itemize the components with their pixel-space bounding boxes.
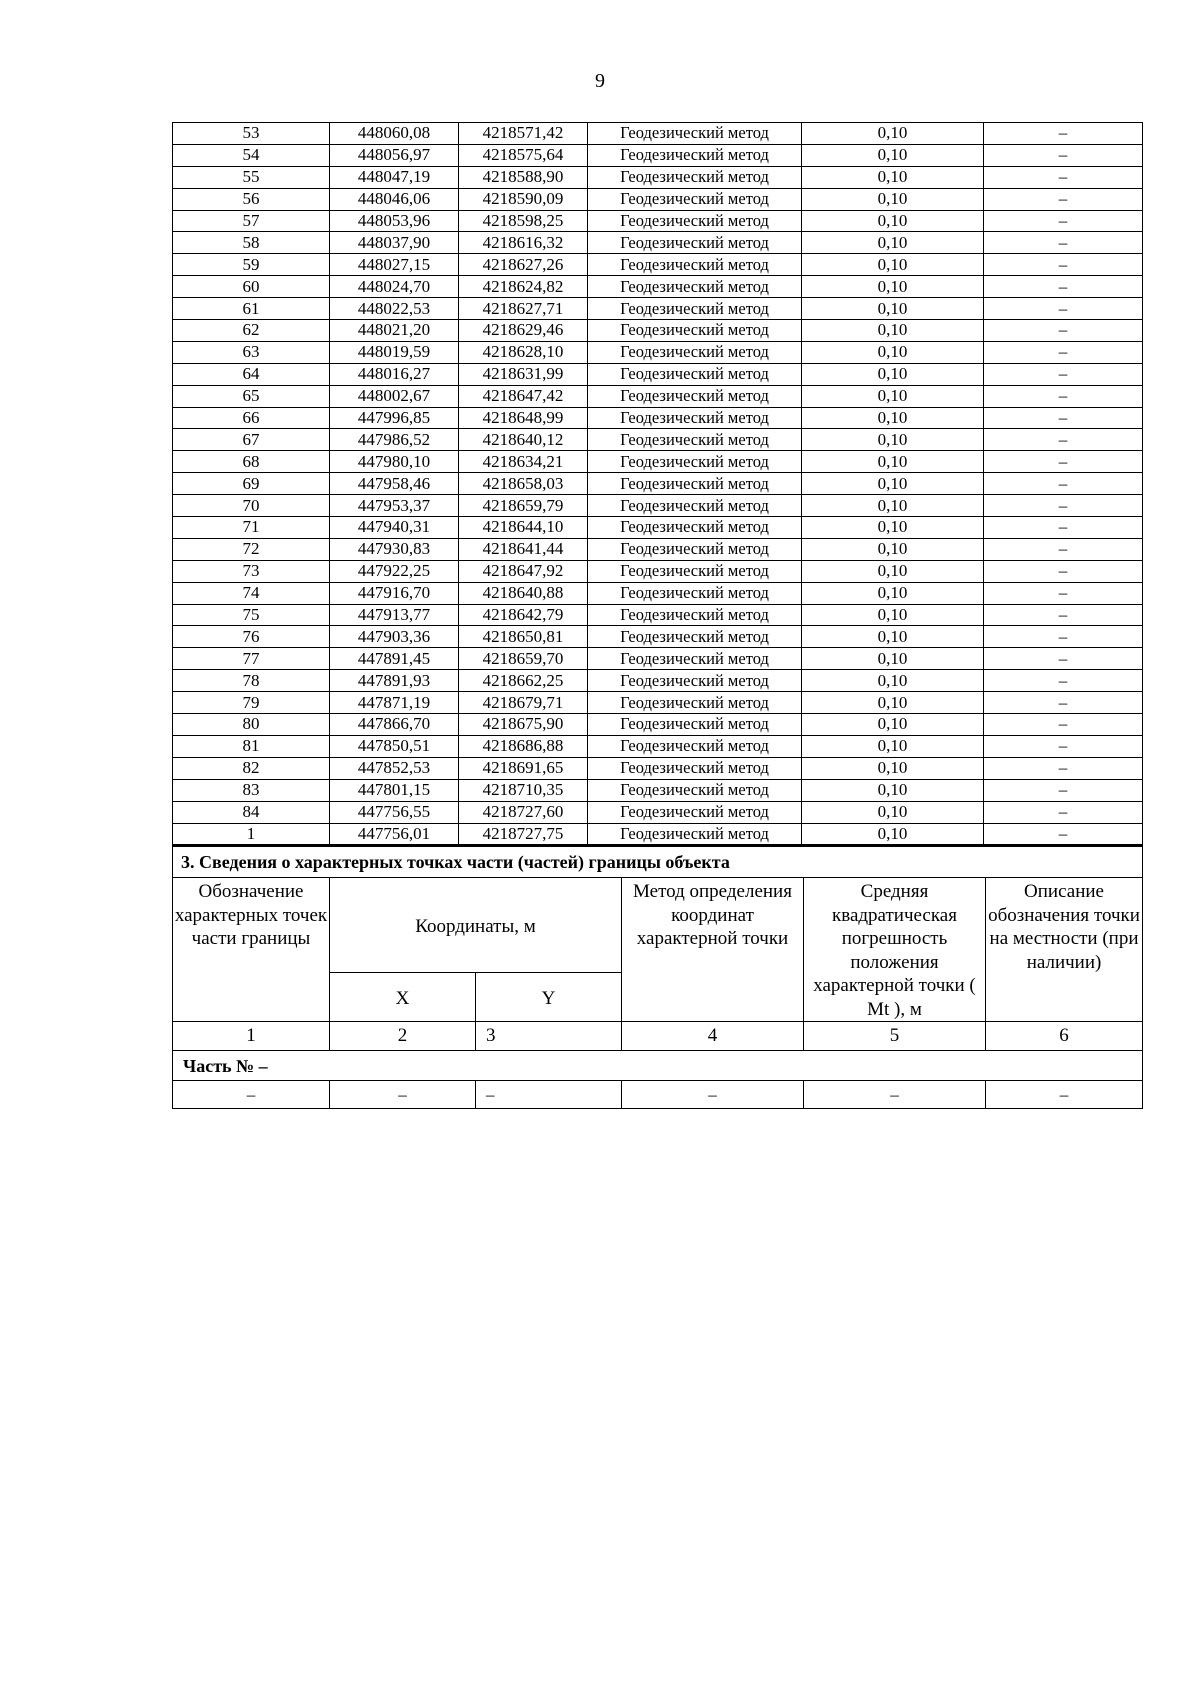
mean-error-cell: 0,10: [802, 735, 984, 757]
description-cell: –: [984, 320, 1143, 342]
y-coordinate-cell: 4218640,12: [459, 429, 588, 451]
x-coordinate-cell: 447913,77: [330, 604, 459, 626]
y-coordinate-cell: 4218647,92: [459, 560, 588, 582]
mean-error-cell: 0,10: [802, 363, 984, 385]
x-coordinate-cell: 448019,59: [330, 341, 459, 363]
y-coordinate-cell: 4218627,71: [459, 298, 588, 320]
table-row: [173, 276, 1143, 298]
point-number-cell: 57: [173, 210, 330, 232]
table-row: [173, 495, 1143, 517]
method-cell: Геодезический метод: [588, 517, 802, 539]
column-number: 1: [173, 1022, 330, 1051]
table-row: [173, 166, 1143, 188]
x-coordinate-cell: 447953,37: [330, 495, 459, 517]
mean-error-cell: 0,10: [802, 123, 984, 145]
point-number-cell: 80: [173, 714, 330, 736]
description-cell: –: [984, 407, 1143, 429]
x-coordinate-cell: 447801,15: [330, 779, 459, 801]
point-number-cell: 62: [173, 320, 330, 342]
empty-cell: –: [330, 1081, 476, 1109]
table-row: [173, 363, 1143, 385]
y-coordinate-cell: 4218627,26: [459, 254, 588, 276]
y-coordinate-cell: 4218650,81: [459, 626, 588, 648]
mean-error-cell: 0,10: [802, 823, 984, 845]
point-number-cell: 71: [173, 517, 330, 539]
description-cell: –: [984, 495, 1143, 517]
description-cell: –: [984, 626, 1143, 648]
x-coordinate-cell: 448056,97: [330, 144, 459, 166]
description-cell: –: [984, 123, 1143, 145]
x-coordinate-cell: 447866,70: [330, 714, 459, 736]
section3-table: [172, 845, 1143, 1109]
method-cell: Геодезический метод: [588, 801, 802, 823]
table-row: [173, 320, 1143, 342]
empty-cell: –: [622, 1081, 804, 1109]
point-number-cell: 72: [173, 538, 330, 560]
table-row: [173, 648, 1143, 670]
table-row: [173, 123, 1143, 145]
column-number: 6: [986, 1022, 1143, 1051]
table-row: [173, 714, 1143, 736]
point-number-cell: 75: [173, 604, 330, 626]
y-coordinate-cell: 4218727,60: [459, 801, 588, 823]
mean-error-cell: 0,10: [802, 779, 984, 801]
x-coordinate-cell: 447891,45: [330, 648, 459, 670]
header-y: Y: [476, 973, 622, 1022]
x-coordinate-cell: 448002,67: [330, 385, 459, 407]
x-coordinate-cell: 447922,25: [330, 560, 459, 582]
y-coordinate-cell: 4218658,03: [459, 473, 588, 495]
y-coordinate-cell: 4218647,42: [459, 385, 588, 407]
header-mean-error: Средняя квадратическая погрешность положения характерной точки ( Mt ), м: [804, 878, 986, 1022]
x-coordinate-cell: 448047,19: [330, 166, 459, 188]
empty-cell: –: [986, 1081, 1143, 1109]
table-row: [173, 801, 1143, 823]
section3-title: 3. Сведения о характерных точках части (частей) границы объекта: [173, 846, 1143, 878]
empty-cell: –: [476, 1081, 622, 1109]
method-cell: Геодезический метод: [588, 188, 802, 210]
description-cell: –: [984, 801, 1143, 823]
point-number-cell: 1: [173, 823, 330, 845]
method-cell: Геодезический метод: [588, 254, 802, 276]
description-cell: –: [984, 670, 1143, 692]
mean-error-cell: 0,10: [802, 801, 984, 823]
point-number-cell: 60: [173, 276, 330, 298]
table-row: [173, 188, 1143, 210]
column-number: 2: [330, 1022, 476, 1051]
table-row: [173, 823, 1143, 845]
y-coordinate-cell: 4218659,79: [459, 495, 588, 517]
description-cell: –: [984, 451, 1143, 473]
table-row: [173, 473, 1143, 495]
point-number-cell: 74: [173, 582, 330, 604]
mean-error-cell: 0,10: [802, 582, 984, 604]
header-coordinates: Координаты, м: [330, 878, 622, 973]
y-coordinate-cell: 4218644,10: [459, 517, 588, 539]
method-cell: Геодезический метод: [588, 714, 802, 736]
method-cell: Геодезический метод: [588, 166, 802, 188]
point-number-cell: 63: [173, 341, 330, 363]
y-coordinate-cell: 4218662,25: [459, 670, 588, 692]
mean-error-cell: 0,10: [802, 276, 984, 298]
x-coordinate-cell: 448037,90: [330, 232, 459, 254]
x-coordinate-cell: 447980,10: [330, 451, 459, 473]
point-number-cell: 81: [173, 735, 330, 757]
mean-error-cell: 0,10: [802, 232, 984, 254]
method-cell: Геодезический метод: [588, 320, 802, 342]
y-coordinate-cell: 4218727,75: [459, 823, 588, 845]
point-number-cell: 69: [173, 473, 330, 495]
table-row: [173, 560, 1143, 582]
x-coordinate-cell: 447940,31: [330, 517, 459, 539]
mean-error-cell: 0,10: [802, 670, 984, 692]
method-cell: Геодезический метод: [588, 473, 802, 495]
x-coordinate-cell: 447916,70: [330, 582, 459, 604]
mean-error-cell: 0,10: [802, 254, 984, 276]
y-coordinate-cell: 4218629,46: [459, 320, 588, 342]
y-coordinate-cell: 4218598,25: [459, 210, 588, 232]
method-cell: Геодезический метод: [588, 407, 802, 429]
mean-error-cell: 0,10: [802, 144, 984, 166]
table-row: [173, 407, 1143, 429]
method-cell: Геодезический метод: [588, 144, 802, 166]
y-coordinate-cell: 4218648,99: [459, 407, 588, 429]
mean-error-cell: 0,10: [802, 188, 984, 210]
mean-error-cell: 0,10: [802, 210, 984, 232]
description-cell: –: [984, 779, 1143, 801]
method-cell: Геодезический метод: [588, 626, 802, 648]
table-row: [173, 298, 1143, 320]
x-coordinate-cell: 447871,19: [330, 692, 459, 714]
method-cell: Геодезический метод: [588, 582, 802, 604]
x-coordinate-cell: 447958,46: [330, 473, 459, 495]
mean-error-cell: 0,10: [802, 451, 984, 473]
empty-cell: –: [804, 1081, 986, 1109]
mean-error-cell: 0,10: [802, 604, 984, 626]
method-cell: Геодезический метод: [588, 560, 802, 582]
table-row: [173, 626, 1143, 648]
mean-error-cell: 0,10: [802, 626, 984, 648]
mean-error-cell: 0,10: [802, 648, 984, 670]
table-row: [173, 517, 1143, 539]
description-cell: –: [984, 473, 1143, 495]
y-coordinate-cell: 4218590,09: [459, 188, 588, 210]
table-row: [173, 692, 1143, 714]
method-cell: Геодезический метод: [588, 298, 802, 320]
page-number: 9: [595, 70, 605, 92]
mean-error-cell: 0,10: [802, 298, 984, 320]
description-cell: –: [984, 166, 1143, 188]
x-coordinate-cell: 447996,85: [330, 407, 459, 429]
method-cell: Геодезический метод: [588, 604, 802, 626]
description-cell: –: [984, 582, 1143, 604]
y-coordinate-cell: 4218686,88: [459, 735, 588, 757]
table-row: [173, 582, 1143, 604]
method-cell: Геодезический метод: [588, 341, 802, 363]
mean-error-cell: 0,10: [802, 429, 984, 451]
mean-error-cell: 0,10: [802, 757, 984, 779]
method-cell: Геодезический метод: [588, 429, 802, 451]
description-cell: –: [984, 276, 1143, 298]
description-cell: –: [984, 517, 1143, 539]
mean-error-cell: 0,10: [802, 407, 984, 429]
y-coordinate-cell: 4218588,90: [459, 166, 588, 188]
description-cell: –: [984, 210, 1143, 232]
description-cell: –: [984, 341, 1143, 363]
mean-error-cell: 0,10: [802, 385, 984, 407]
description-cell: –: [984, 298, 1143, 320]
mean-error-cell: 0,10: [802, 538, 984, 560]
mean-error-cell: 0,10: [802, 166, 984, 188]
table-row: [173, 210, 1143, 232]
description-cell: –: [984, 254, 1143, 276]
method-cell: Геодезический метод: [588, 648, 802, 670]
x-coordinate-cell: 448021,20: [330, 320, 459, 342]
x-coordinate-cell: 447986,52: [330, 429, 459, 451]
description-cell: –: [984, 232, 1143, 254]
table-row: [173, 254, 1143, 276]
y-coordinate-cell: 4218679,71: [459, 692, 588, 714]
document-sheet: [172, 122, 1142, 1109]
method-cell: Геодезический метод: [588, 123, 802, 145]
y-coordinate-cell: 4218640,88: [459, 582, 588, 604]
table-row: [173, 232, 1143, 254]
description-cell: –: [984, 363, 1143, 385]
y-coordinate-cell: 4218634,21: [459, 451, 588, 473]
point-number-cell: 73: [173, 560, 330, 582]
mean-error-cell: 0,10: [802, 341, 984, 363]
point-number-cell: 84: [173, 801, 330, 823]
table-row: [173, 670, 1143, 692]
mean-error-cell: 0,10: [802, 517, 984, 539]
point-number-cell: 54: [173, 144, 330, 166]
x-coordinate-cell: 448046,06: [330, 188, 459, 210]
description-cell: –: [984, 385, 1143, 407]
method-cell: Геодезический метод: [588, 735, 802, 757]
description-cell: –: [984, 144, 1143, 166]
y-coordinate-cell: 4218641,44: [459, 538, 588, 560]
method-cell: Геодезический метод: [588, 363, 802, 385]
header-method: Метод определения координат характерной точки: [622, 878, 804, 1022]
x-coordinate-cell: 447756,01: [330, 823, 459, 845]
point-number-cell: 79: [173, 692, 330, 714]
mean-error-cell: 0,10: [802, 473, 984, 495]
point-number-cell: 64: [173, 363, 330, 385]
method-cell: Геодезический метод: [588, 779, 802, 801]
description-cell: –: [984, 735, 1143, 757]
y-coordinate-cell: 4218659,70: [459, 648, 588, 670]
table-row: [173, 341, 1143, 363]
table-row: [173, 451, 1143, 473]
point-number-cell: 67: [173, 429, 330, 451]
x-coordinate-cell: 448016,27: [330, 363, 459, 385]
coordinates-table: [172, 122, 1143, 845]
y-coordinate-cell: 4218691,65: [459, 757, 588, 779]
mean-error-cell: 0,10: [802, 692, 984, 714]
method-cell: Геодезический метод: [588, 495, 802, 517]
mean-error-cell: 0,10: [802, 495, 984, 517]
column-number: 5: [804, 1022, 986, 1051]
point-number-cell: 56: [173, 188, 330, 210]
x-coordinate-cell: 448060,08: [330, 123, 459, 145]
y-coordinate-cell: 4218624,82: [459, 276, 588, 298]
method-cell: Геодезический метод: [588, 757, 802, 779]
mean-error-cell: 0,10: [802, 560, 984, 582]
point-number-cell: 65: [173, 385, 330, 407]
mean-error-cell: 0,10: [802, 320, 984, 342]
description-cell: –: [984, 188, 1143, 210]
x-coordinate-cell: 448024,70: [330, 276, 459, 298]
table-row: [173, 385, 1143, 407]
description-cell: –: [984, 757, 1143, 779]
y-coordinate-cell: 4218710,35: [459, 779, 588, 801]
point-number-cell: 70: [173, 495, 330, 517]
x-coordinate-cell: 448022,53: [330, 298, 459, 320]
description-cell: –: [984, 429, 1143, 451]
x-coordinate-cell: 447903,36: [330, 626, 459, 648]
point-number-cell: 59: [173, 254, 330, 276]
header-x: X: [330, 973, 476, 1022]
header-point-designation: Обозначение характерных точек части границы: [173, 878, 330, 1022]
y-coordinate-cell: 4218631,99: [459, 363, 588, 385]
x-coordinate-cell: 447852,53: [330, 757, 459, 779]
x-coordinate-cell: 447891,93: [330, 670, 459, 692]
part-label: Часть № –: [173, 1051, 1143, 1081]
point-number-cell: 61: [173, 298, 330, 320]
y-coordinate-cell: 4218575,64: [459, 144, 588, 166]
y-coordinate-cell: 4218571,42: [459, 123, 588, 145]
method-cell: Геодезический метод: [588, 451, 802, 473]
table-row: [173, 604, 1143, 626]
point-number-cell: 78: [173, 670, 330, 692]
description-cell: –: [984, 692, 1143, 714]
x-coordinate-cell: 447930,83: [330, 538, 459, 560]
point-number-cell: 66: [173, 407, 330, 429]
header-description: Описание обозначения точки на местности (при наличии): [986, 878, 1143, 1022]
point-number-cell: 82: [173, 757, 330, 779]
table-row: [173, 538, 1143, 560]
x-coordinate-cell: 447850,51: [330, 735, 459, 757]
description-cell: –: [984, 823, 1143, 845]
method-cell: Геодезический метод: [588, 692, 802, 714]
description-cell: –: [984, 648, 1143, 670]
table-row: [173, 144, 1143, 166]
y-coordinate-cell: 4218628,10: [459, 341, 588, 363]
description-cell: –: [984, 714, 1143, 736]
method-cell: Геодезический метод: [588, 210, 802, 232]
method-cell: Геодезический метод: [588, 276, 802, 298]
description-cell: –: [984, 538, 1143, 560]
x-coordinate-cell: 447756,55: [330, 801, 459, 823]
x-coordinate-cell: 448027,15: [330, 254, 459, 276]
table-row: [173, 757, 1143, 779]
point-number-cell: 58: [173, 232, 330, 254]
method-cell: Геодезический метод: [588, 823, 802, 845]
y-coordinate-cell: 4218675,90: [459, 714, 588, 736]
point-number-cell: 68: [173, 451, 330, 473]
table-row: [173, 779, 1143, 801]
empty-cell: –: [173, 1081, 330, 1109]
column-number: 4: [622, 1022, 804, 1051]
point-number-cell: 76: [173, 626, 330, 648]
y-coordinate-cell: 4218642,79: [459, 604, 588, 626]
method-cell: Геодезический метод: [588, 538, 802, 560]
table-row: [173, 735, 1143, 757]
point-number-cell: 53: [173, 123, 330, 145]
method-cell: Геодезический метод: [588, 670, 802, 692]
mean-error-cell: 0,10: [802, 714, 984, 736]
column-number: 3: [476, 1022, 622, 1051]
x-coordinate-cell: 448053,96: [330, 210, 459, 232]
coordinates-table-body: [173, 123, 1143, 845]
y-coordinate-cell: 4218616,32: [459, 232, 588, 254]
method-cell: Геодезический метод: [588, 385, 802, 407]
point-number-cell: 55: [173, 166, 330, 188]
point-number-cell: 83: [173, 779, 330, 801]
description-cell: –: [984, 560, 1143, 582]
description-cell: –: [984, 604, 1143, 626]
table-row: [173, 429, 1143, 451]
method-cell: Геодезический метод: [588, 232, 802, 254]
point-number-cell: 77: [173, 648, 330, 670]
